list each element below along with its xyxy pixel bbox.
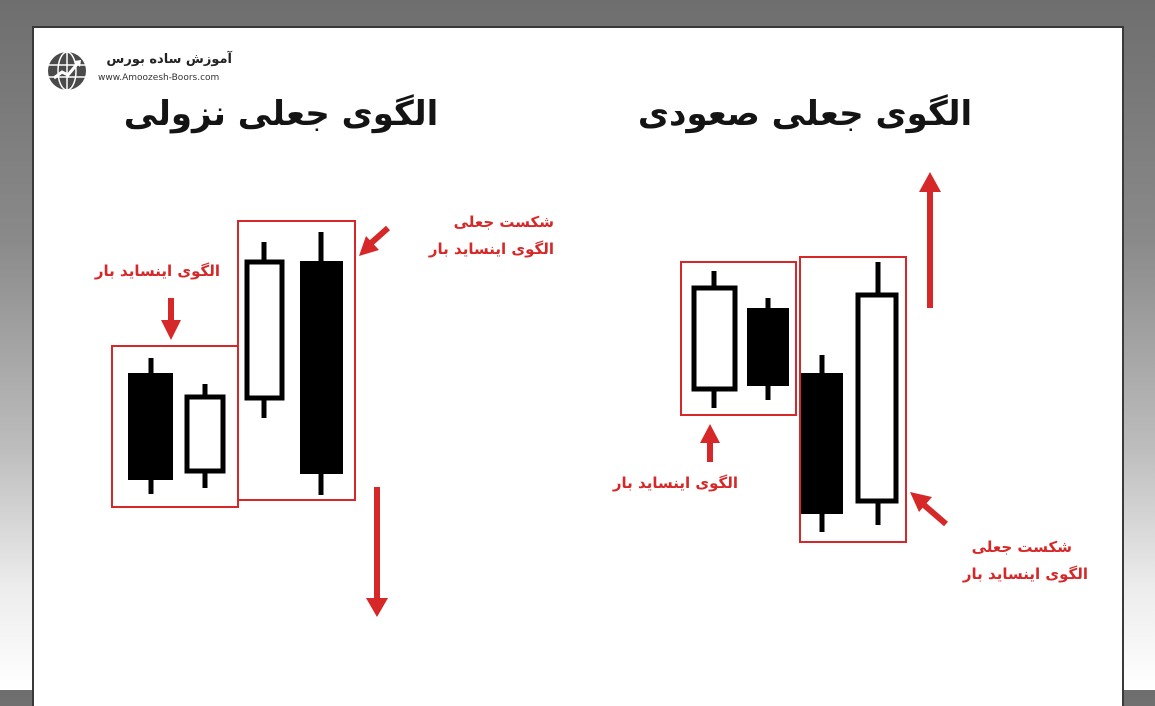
candle-bearish-reversal (300, 232, 343, 495)
candle-bearish-breakout (801, 355, 843, 532)
candle-bearish-inside (747, 298, 789, 400)
bullish-fake-break-label-line1: شکست جعلی (971, 538, 1072, 556)
bullish-inside-bar-label: الگوی اینساید بار (612, 474, 738, 492)
arrow-down-icon (366, 487, 388, 617)
candle-bullish-reversal (858, 262, 896, 525)
bearish-inside-bar-label: الگوی اینساید بار (94, 262, 220, 280)
brand-name: آموزش ساده بورس (106, 52, 232, 67)
bearish-fake-break-label-line2: الگوی اینساید بار (428, 240, 554, 258)
arrow-up-icon (700, 424, 720, 462)
bearish-pattern (112, 221, 388, 617)
brand-url: www.Amoozesh-Boors.com (98, 73, 220, 83)
candle-bullish-mother (694, 271, 735, 408)
candle-bullish-breakout (247, 242, 282, 418)
arrow-down-icon (161, 298, 181, 340)
arrow-up-icon (919, 172, 941, 308)
candle-bullish-inside (187, 384, 223, 488)
bullish-fake-break-label-line2: الگوی اینساید بار (962, 565, 1088, 583)
diagonal-arrow-icon (359, 228, 388, 256)
candle-bearish-mother (128, 358, 173, 494)
diagonal-arrow-icon (910, 492, 946, 524)
bullish-title: الگوی جعلی صعودی (637, 94, 973, 134)
bearish-fake-break-label-line1: شکست جعلی (453, 213, 554, 231)
bearish-title: الگوی جعلی نزولی (123, 94, 439, 134)
